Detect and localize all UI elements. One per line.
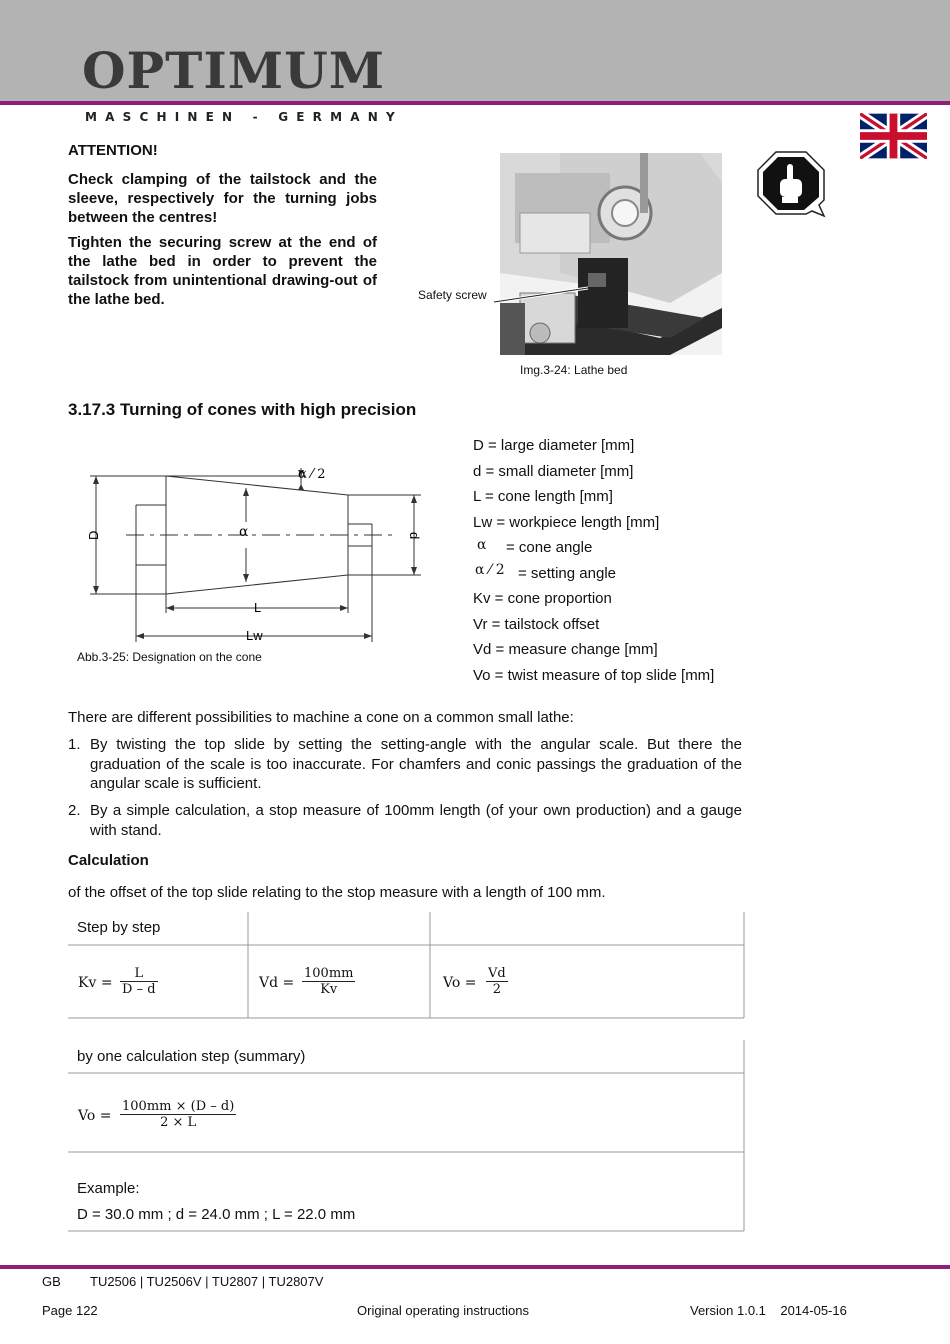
footer-document-type: Original operating instructions (357, 1303, 529, 1318)
footer-version: Version 1.0.1 2014-05-16 (690, 1303, 847, 1318)
label-d: d (407, 532, 422, 540)
alpha-half-symbol: α ⁄ 2 (475, 562, 505, 578)
list-number: 2. (68, 802, 81, 819)
uk-flag-icon (860, 113, 927, 159)
list-text: By a simple calculation, a stop measure of 100mm length (of your own production) and a gauge with stand. (90, 802, 742, 839)
alpha-symbol: α (477, 537, 487, 553)
definition-item: Vo = twist measure of top slide [mm] (473, 667, 715, 684)
example-label: Example: (77, 1180, 140, 1197)
definition-item: = setting angle (518, 565, 616, 582)
lathe-bed-caption: Img.3-24: Lathe bed (520, 363, 628, 377)
example-values: D = 30.0 mm ; d = 24.0 mm ; L = 22.0 mm (77, 1206, 356, 1223)
kv-fraction (120, 966, 158, 997)
brand-tagline: MASCHINEN - GERMANY (85, 110, 403, 124)
definition-item: d = small diameter [mm] (473, 463, 634, 480)
vd-numerator: 100mm (304, 966, 354, 981)
summary-table-header: by one calculation step (summary) (77, 1048, 306, 1065)
definition-item: Vd = measure change [mm] (473, 641, 658, 658)
attention-text-screw: Tighten the securing screw at the end of the lathe bed in order to prevent the tailstock from unintentional drawing-out of the lathe bed. (68, 234, 377, 308)
vd-formula-lhs: Vd = (259, 975, 295, 991)
summary-denominator: 2 × L (120, 1114, 236, 1130)
definition-item: Vr = tailstock offset (473, 616, 600, 633)
calculation-text: of the offset of the top slide relating to the stop measure with a length of 100 mm. (68, 884, 606, 901)
definition-item: Kv = cone proportion (473, 590, 612, 607)
kv-denominator: D – d (122, 982, 156, 997)
definition-item: Lw = workpiece length [mm] (473, 514, 660, 531)
label-Lw: Lw (246, 628, 263, 643)
pointing-hand-warning-icon (756, 151, 826, 219)
intro-paragraph: There are different possibilities to machine a cone on a common small lathe: (68, 709, 574, 726)
summary-fraction (120, 1099, 236, 1130)
header-rule (0, 101, 950, 105)
safety-screw-label: Safety screw (418, 288, 487, 302)
kv-numerator: L (134, 966, 144, 981)
label-D: D (86, 530, 101, 540)
step-table-grid (66, 912, 748, 1022)
vd-denominator: Kv (302, 981, 355, 997)
definition-item: L = cone length [mm] (473, 488, 613, 505)
cone-diagram-caption: Abb.3-25: Designation on the cone (77, 650, 262, 664)
label-alpha-half: α ⁄ 2 (298, 467, 326, 482)
vd-fraction (302, 966, 355, 997)
list-text: By twisting the top slide by setting the setting-angle with the angular scale. But there the graduation of the scale is too inaccurate. For chamfers and conic passings the graduation of the angular scale is sufficient. (90, 736, 742, 792)
attention-title: ATTENTION! (68, 142, 158, 159)
step-table-header: Step by step (77, 919, 161, 936)
section-title: 3.17.3 Turning of cones with high precision (68, 400, 417, 419)
footer-rule (0, 1265, 950, 1269)
calculation-heading: Calculation (68, 852, 149, 869)
label-alpha: α (239, 524, 249, 540)
list-number: 1. (68, 736, 81, 753)
footer-language: GB (42, 1274, 61, 1289)
summary-formula-lhs: Vo = (78, 1108, 112, 1124)
footer-models: TU2506 | TU2506V | TU2807 | TU2807V (90, 1274, 324, 1289)
cone-diagram (76, 458, 426, 648)
attention-text-clamping: Check clamping of the tailstock and the sleeve, respectively for the turning jobs between the centres! (68, 171, 377, 226)
vo-formula-lhs: Vo = (443, 975, 477, 991)
vo-fraction (486, 966, 508, 997)
summary-numerator: 100mm × (D – d) (122, 1099, 235, 1114)
lathe-bed-photo (500, 153, 722, 355)
kv-formula-lhs: Kv = (78, 975, 113, 991)
label-L: L (254, 600, 262, 615)
brand-logo: OPTIMUM (82, 41, 386, 100)
footer-page-number: Page 122 (42, 1303, 98, 1318)
safety-screw-leader (494, 282, 594, 306)
vo-numerator: Vd (488, 966, 506, 981)
vo-denominator: 2 (486, 981, 508, 997)
definition-item: D = large diameter [mm] (473, 437, 635, 454)
definition-item: = cone angle (506, 539, 593, 556)
